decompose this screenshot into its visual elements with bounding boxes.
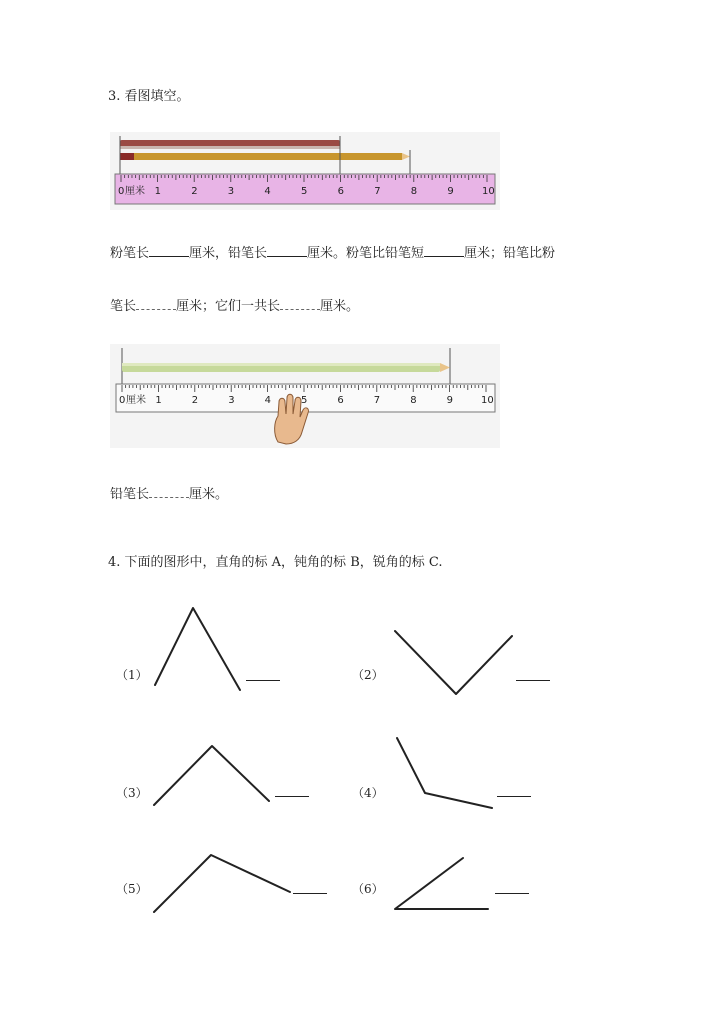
ruler-1-number: 2: [191, 186, 198, 197]
angle-label-5: （5）: [116, 882, 148, 896]
angle-label-3: （3）: [116, 786, 148, 800]
ruler-2-number: 2: [191, 395, 199, 406]
ruler-2-unit: 厘米: [126, 395, 146, 406]
q3-title: 3. 看图填空。: [108, 89, 190, 104]
ruler-2-number: 3: [228, 395, 235, 406]
ruler-1-number: 8: [410, 186, 418, 197]
ruler-2-number: 6: [337, 395, 344, 406]
ruler-figure-2: [110, 344, 500, 448]
angle-label-6: （6）: [352, 882, 384, 896]
q3-line2: [110, 297, 359, 315]
ruler-1-zero: 0: [118, 186, 125, 197]
line1-text-a: 粉笔长: [110, 246, 150, 261]
answer-blank-pencil-2[interactable]: [149, 485, 189, 498]
angle-label-1: （1）: [116, 668, 148, 682]
ruler-2-number: 1: [155, 395, 162, 406]
q3-line1: [110, 244, 555, 262]
line2-text-b: 厘米；它们一共长: [176, 299, 281, 314]
answer-blank-total[interactable]: [280, 297, 320, 310]
angle-label-4: （4）: [352, 786, 384, 800]
ruler-2-number: 4: [264, 395, 271, 406]
ruler-1-number: 5: [301, 186, 308, 197]
answer-blank-chalk[interactable]: [149, 244, 189, 257]
answer-blank-shorter[interactable]: [424, 244, 464, 257]
ruler-figure-1: [110, 132, 500, 210]
ruler-1-number: 10: [482, 186, 495, 197]
line2-text-a: 笔长: [110, 299, 137, 314]
angle-6-shape: [395, 858, 488, 909]
ruler-1-number: 6: [337, 186, 344, 197]
ruler-2-number: 10: [481, 395, 494, 406]
q4-title: 4. 下面的图形中，直角的标 A，钝角的标 B，锐角的标 C.: [108, 555, 443, 570]
angle-1-shape: [155, 608, 240, 690]
angle-4-shape: [397, 738, 492, 808]
angle-5-shape: [154, 855, 290, 912]
q3-line3: [110, 485, 228, 503]
pencil-bar: [120, 153, 402, 160]
angle-figures: [0, 590, 720, 930]
ruler-2-number: 5: [301, 395, 308, 406]
answer-blank-pencil[interactable]: [267, 244, 307, 257]
ruler-2-zero: 0: [119, 395, 126, 406]
angle-3-shape: [154, 746, 269, 805]
answer-blank-longer[interactable]: [136, 297, 176, 310]
line1-text-d: 厘米；铅笔比粉: [464, 246, 556, 261]
line2-text-c: 厘米。: [320, 299, 360, 314]
ruler-2-number: 8: [410, 395, 417, 406]
ruler-1-number: 4: [264, 186, 271, 197]
ruler-1-number: 7: [374, 186, 381, 197]
ruler-1-number: 1: [154, 186, 161, 197]
line3-text-b: 厘米。: [189, 487, 229, 502]
line1-text-b: 厘米，铅笔长: [189, 246, 268, 261]
ruler-1-number: 9: [447, 186, 454, 197]
angle-label-2: （2）: [352, 668, 384, 682]
line3-text-a: 铅笔长: [110, 487, 150, 502]
line1-text-c: 厘米。粉笔比铅笔短: [307, 246, 425, 261]
ruler-2-number: 9: [446, 395, 453, 406]
angle-2-shape: [395, 631, 512, 694]
ruler-1-unit: 厘米: [125, 186, 145, 197]
ruler-1-number: 3: [227, 186, 235, 197]
ruler-2-number: 7: [373, 395, 381, 406]
